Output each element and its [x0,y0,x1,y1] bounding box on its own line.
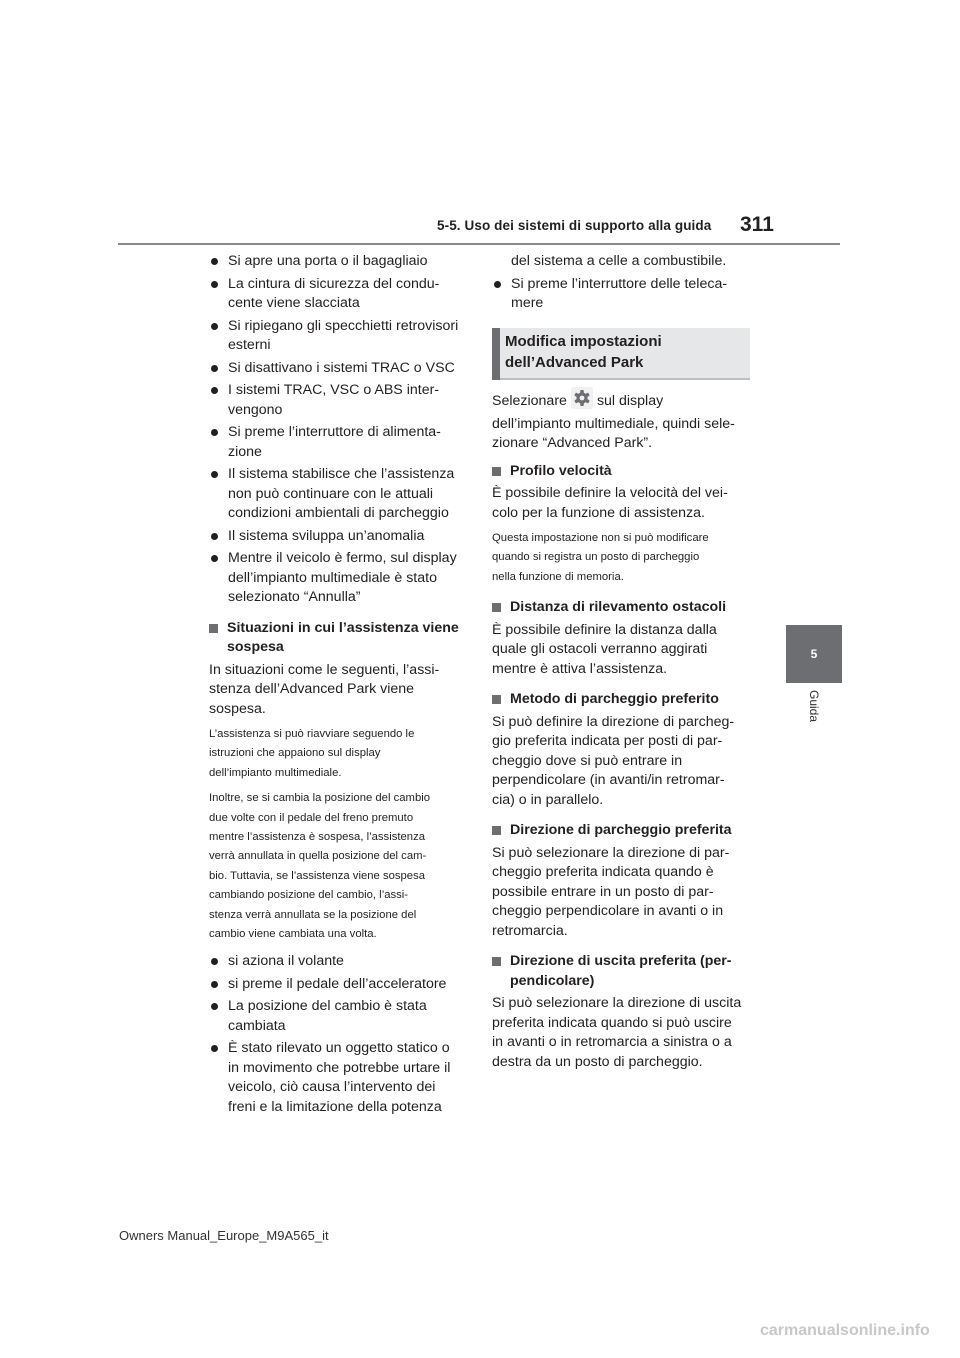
bullet-dot-icon [211,533,218,540]
list-item-text: si preme il pedale dell’acceleratore [228,975,447,992]
bullet-dot-icon [211,981,218,988]
list-item-text: Mentre il veicolo è fermo, sul display dell’impianto multimediale è stato selezionato “Annulla” [228,550,457,605]
setting-description: È possibile definire la velocità del vei- colo per la funzione di assistenza. [492,485,728,521]
subheading-suspended [209,619,464,658]
setting-subheading [492,690,750,710]
list-item-text: Si preme l’interruttore di alimenta- zione [228,424,441,460]
select-instruction [492,390,750,412]
bullet-dot-icon [211,281,218,288]
bullet-list-a [209,252,464,608]
settings-gear-icon [571,387,593,409]
page-number: 311 [740,213,774,236]
square-bullet-icon [492,467,501,476]
setting-title: Distanza di rilevamento ostacoli [510,599,727,616]
list-item [209,423,464,462]
list-item-text: Si apre una porta o il bagagliaio [228,253,428,269]
square-bullet-icon [492,603,501,612]
list-item [209,997,464,1036]
subheading-text: Situazioni in cui l’assistenza viene sospesa [227,619,459,655]
setting-description: Si può selezionare la direzione di uscita preferita indicata quando si può uscire in avanti o in retromarcia a sinistra o a destra da un posto di parcheggio. [492,995,742,1070]
list-item-text: I sistemi TRAC, VSC o ABS inter- vengono [228,382,440,418]
select-before: Selezionare [492,392,567,409]
right-column [492,252,750,1075]
section-heading-box [492,328,750,380]
setting-subheading [492,598,750,618]
left-column [209,252,464,1120]
list-item-text: Si ripiegano gli specchietti retrovisori esterni [228,317,459,353]
setting-subheading [492,952,750,991]
list-item [209,275,464,314]
setting-subheading [492,462,750,482]
continued-text: del sistema a celle a combustibile. [511,253,727,269]
setting-description: Si può definire la direzione di parcheg- gio preferita indicata per posti di par- cheggio dove si può entrare in perpendicolare (in avanti/in retromar- cia) o in parallelo. [492,713,735,808]
setting-description: Si può selezionare la direzione di par- cheggio preferita indicata quando è possibile entrare in un posto di par- cheggio perpendicolare in avanti o in retromarcia. [492,844,730,939]
list-item [209,252,464,272]
setting-title: Profilo velocità [510,462,612,479]
list-item [209,527,464,547]
section-heading: Modifica impostazioni dell’Advanced Park [505,332,662,371]
bullet-dot-icon [211,387,218,394]
select-after: sul display [596,392,664,409]
setting-note: Questa impostazione non si può modificare quando si registra un posto di parcheggio nella funzione di memoria. [492,532,709,583]
paragraph-suspended: In situazioni come le seguenti, l’assi- stenza dell’Advanced Park viene sospesa. [209,661,440,717]
chapter-tab[interactable] [786,625,842,683]
bullet-dot-icon [211,958,218,965]
bullet-dot-icon [211,429,218,436]
bullet-dot-icon [211,555,218,562]
bullet-dot-icon [211,258,218,265]
square-bullet-icon [492,957,501,966]
list-item-text: Il sistema sviluppa un’anomalia [228,527,425,544]
note-gear-change: Inoltre, se si cambia la posizione del cambio due volte con il pedale del freno premuto mentre l’assistenza è sospesa, l’assistenza verrà annullata in quella posizione del cam- bio. Tuttavia, se l’assistenza viene sospesa cambiando posizione del cambio, l’assi- stenza verrà annullata se la posizione del cambio viene cambiata una volta. [209,792,431,941]
chapter-label-wrap [786,690,842,722]
chapter-label: Guida [807,690,821,723]
list-item-text: Si preme l’interruttore delle teleca- mere [511,275,728,311]
bullet-dot-icon [494,281,501,288]
list-item-text: Il sistema stabilisce che l’assistenza non può continuare con le attuali condizioni ambientali di parcheggio [228,466,455,521]
list-item-text: Si disattivano i sistemi TRAC o VSC [228,359,455,376]
list-item [209,465,464,524]
setting-title: Direzione di uscita preferita (per- pendicolare) [510,953,732,989]
bullet-dot-icon [211,365,218,372]
setting-title: Direzione di parcheggio preferita [510,822,732,839]
list-item [209,317,464,356]
chapter-number: 5 [810,647,818,661]
bullet-dot-icon [211,1045,218,1052]
square-bullet-icon [492,695,501,704]
list-item-text: si aziona il volante [228,953,344,970]
list-item [492,275,750,314]
bullet-list-b [209,952,464,1117]
list-item [209,952,464,972]
note-restart: L’assistenza si può riavviare seguendo le istruzioni che appaiono sul display dell’impianto multimediale. [209,728,415,779]
square-bullet-icon [209,624,218,633]
list-item-text: La posizione del cambio è stata cambiata [228,998,427,1034]
header-divider [118,243,840,245]
bullet-dot-icon [211,323,218,330]
bullet-dot-icon [211,471,218,478]
bullet-dot-icon [211,1003,218,1010]
list-item [209,975,464,995]
list-item [209,1039,464,1117]
section-title: 5-5. Uso dei sistemi di supporto alla guida [437,218,712,233]
footer-text: Owners Manual_Europe_M9A565_it [119,1228,329,1243]
setting-description: È possibile definire la distanza dalla quale gli ostacoli verranno aggirati mentre è attiva l’assistenza. [492,621,717,677]
list-item [209,359,464,379]
list-item-text: La cintura di sicurezza del condu- cente viene slacciata [228,275,440,311]
watermark: carmanualsonline.info [760,1322,930,1339]
square-bullet-icon [492,826,501,835]
setting-title: Metodo di parcheggio preferito [510,691,719,708]
list-item-text: È stato rilevato un oggetto statico o in movimento che potrebbe urtare il veicolo, ciò causa l’intervento dei freni e la limitazione della potenza [228,1040,451,1115]
list-item [209,549,464,608]
settings-sections [492,462,750,1073]
setting-subheading [492,821,750,841]
heading-accent-bar [492,328,500,380]
select-rest: dell’impianto multimediale, quindi sele- zionare “Advanced Park”. [492,415,735,451]
list-item [209,381,464,420]
